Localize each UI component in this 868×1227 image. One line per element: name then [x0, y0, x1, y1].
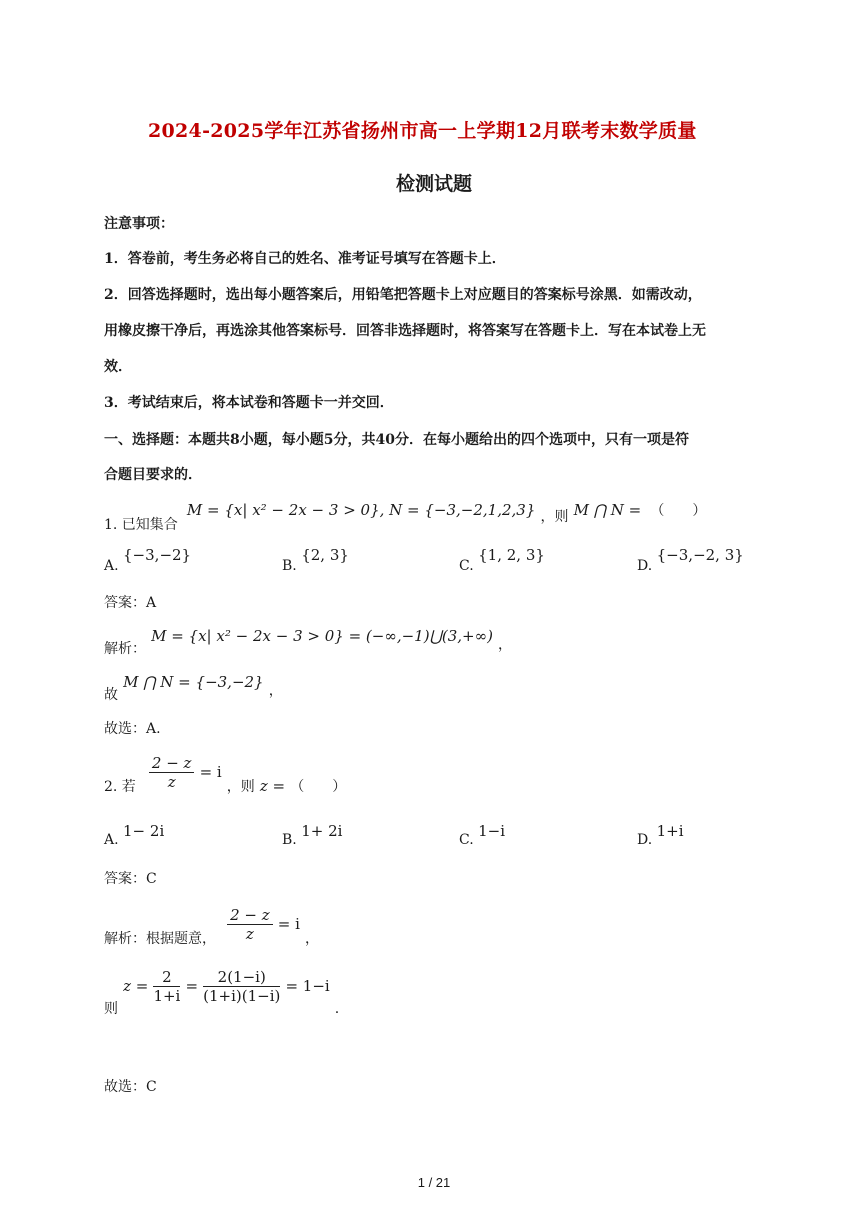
calc-end: . — [334, 1001, 340, 1017]
notice-item-1: 1．答卷前，考生务必将自己的姓名、准考证号填写在答题卡上． — [104, 251, 506, 267]
option-label: C. — [459, 558, 474, 574]
conclusion-comma: ， — [268, 683, 283, 699]
notice-item-3: 3．考试结束后，将本试卷和答题卡一并交回． — [104, 395, 394, 411]
question-2-answer: 答案：C — [104, 871, 157, 887]
analysis-comma: ， — [304, 931, 319, 947]
question-1-answer: 答案：A — [104, 595, 157, 611]
question-1 — [104, 500, 707, 533]
fraction-numerator: 2 − z — [149, 754, 195, 773]
question-1-analysis — [104, 626, 513, 657]
question-2-option-a — [104, 822, 165, 848]
question-1-paren: （ ） — [650, 503, 707, 519]
question-2-calculation — [104, 968, 340, 1017]
document-title-line1: 2024-2025学年江苏省扬州市高一上学期12月联考末数学质量 — [148, 120, 697, 142]
question-2-paren: （ ） — [290, 779, 347, 795]
analysis-fraction — [227, 906, 273, 943]
option-value: {−3,−2, 3} — [656, 546, 744, 564]
notice-item-2-line2: 用橡皮擦干净后，再选涂其他答案标号．回答非选择题时，将答案写在答题卡上．写在本试卷上无 — [104, 323, 706, 339]
question-1-option-d — [637, 546, 744, 574]
option-value: 1−i — [478, 822, 506, 840]
notice-heading: 注意事项： — [104, 216, 174, 232]
question-2-option-b — [282, 822, 343, 848]
question-2 — [104, 754, 347, 795]
question-2-analysis — [104, 906, 319, 947]
option-value: 1+ 2i — [301, 822, 343, 840]
document-title-line2: 检测试题 — [395, 173, 472, 195]
question-1-option-c — [459, 546, 545, 574]
fraction-numerator: 2 − z — [227, 906, 273, 925]
question-2-option-c — [459, 822, 506, 848]
question-2-fraction — [149, 754, 195, 791]
option-label: A. — [104, 558, 119, 574]
fraction-numerator: 2(1−i) — [203, 968, 280, 987]
option-label: A. — [104, 832, 119, 848]
option-label: C. — [459, 832, 474, 848]
calc-fraction-2 — [203, 968, 280, 1005]
question-1-ask-expr: M ⋂ N = — [573, 501, 642, 519]
question-2-var: z = — [259, 777, 286, 795]
question-1-ask-prefix: ，则 — [540, 509, 569, 525]
question-2-option-d — [637, 822, 684, 848]
option-value: {−3,−2} — [123, 546, 192, 564]
section-heading-line1: 一、选择题：本题共8小题，每小题5分，共40分．在每小题给出的四个选项中，只有一项是符 — [104, 432, 689, 448]
option-label: D. — [637, 558, 653, 574]
analysis-prefix: 解析：根据题意， — [104, 931, 216, 947]
option-label: B. — [282, 558, 297, 574]
question-1-prefix: 1. 已知集合 — [104, 517, 178, 533]
calc-equals: = — [185, 977, 199, 995]
conclusion-prefix: 故 — [104, 687, 118, 703]
calc-fraction-1 — [153, 968, 180, 1005]
question-1-choice: 故选：A. — [104, 721, 161, 737]
section-heading-line2: 合题目要求的． — [104, 467, 202, 483]
question-2-choice: 故选：C — [104, 1079, 157, 1095]
analysis-prefix: 解析： — [104, 641, 146, 657]
option-label: B. — [282, 832, 297, 848]
analysis-rhs: = i — [277, 915, 300, 933]
option-value: {1, 2, 3} — [478, 546, 545, 564]
question-2-prefix: 2. 若 — [104, 779, 136, 795]
question-1-option-a — [104, 546, 192, 574]
question-2-ask: ，则 — [226, 779, 255, 795]
option-label: D. — [637, 832, 653, 848]
notice-item-2-line3: 效． — [104, 359, 132, 375]
question-1-option-b — [282, 546, 349, 574]
question-1-sets: M = {x| x² − 2x − 3 > 0}, N = {−3,−2,1,2,3} — [186, 501, 536, 519]
analysis-expr: M = {x| x² − 2x − 3 > 0} = (−∞,−1)⋃(3,+∞) — [151, 627, 493, 645]
fraction-denominator: 1+i — [153, 987, 181, 1005]
page-number: 1 / 21 — [417, 1175, 451, 1190]
option-value: 1− 2i — [123, 822, 165, 840]
calc-rhs: = 1−i — [285, 977, 330, 995]
fraction-denominator: (1+i)(1−i) — [203, 987, 281, 1005]
analysis-comma: ， — [498, 637, 513, 653]
fraction-denominator: z — [245, 925, 254, 943]
question-1-conclusion — [104, 672, 283, 703]
option-value: {2, 3} — [301, 546, 349, 564]
calc-then: 则 — [104, 1001, 118, 1017]
conclusion-expr: M ⋂ N = {−3,−2} — [123, 673, 264, 691]
notice-item-2-line1: 2．回答选择题时，选出每小题答案后，用铅笔把答题卡上对应题目的答案标号涂黑．如需改动， — [104, 287, 702, 303]
question-2-rhs: = i — [199, 763, 222, 781]
calc-lhs: z = — [123, 977, 149, 995]
fraction-numerator: 2 — [153, 968, 180, 987]
option-value: 1+i — [656, 822, 684, 840]
fraction-denominator: z — [167, 773, 176, 791]
